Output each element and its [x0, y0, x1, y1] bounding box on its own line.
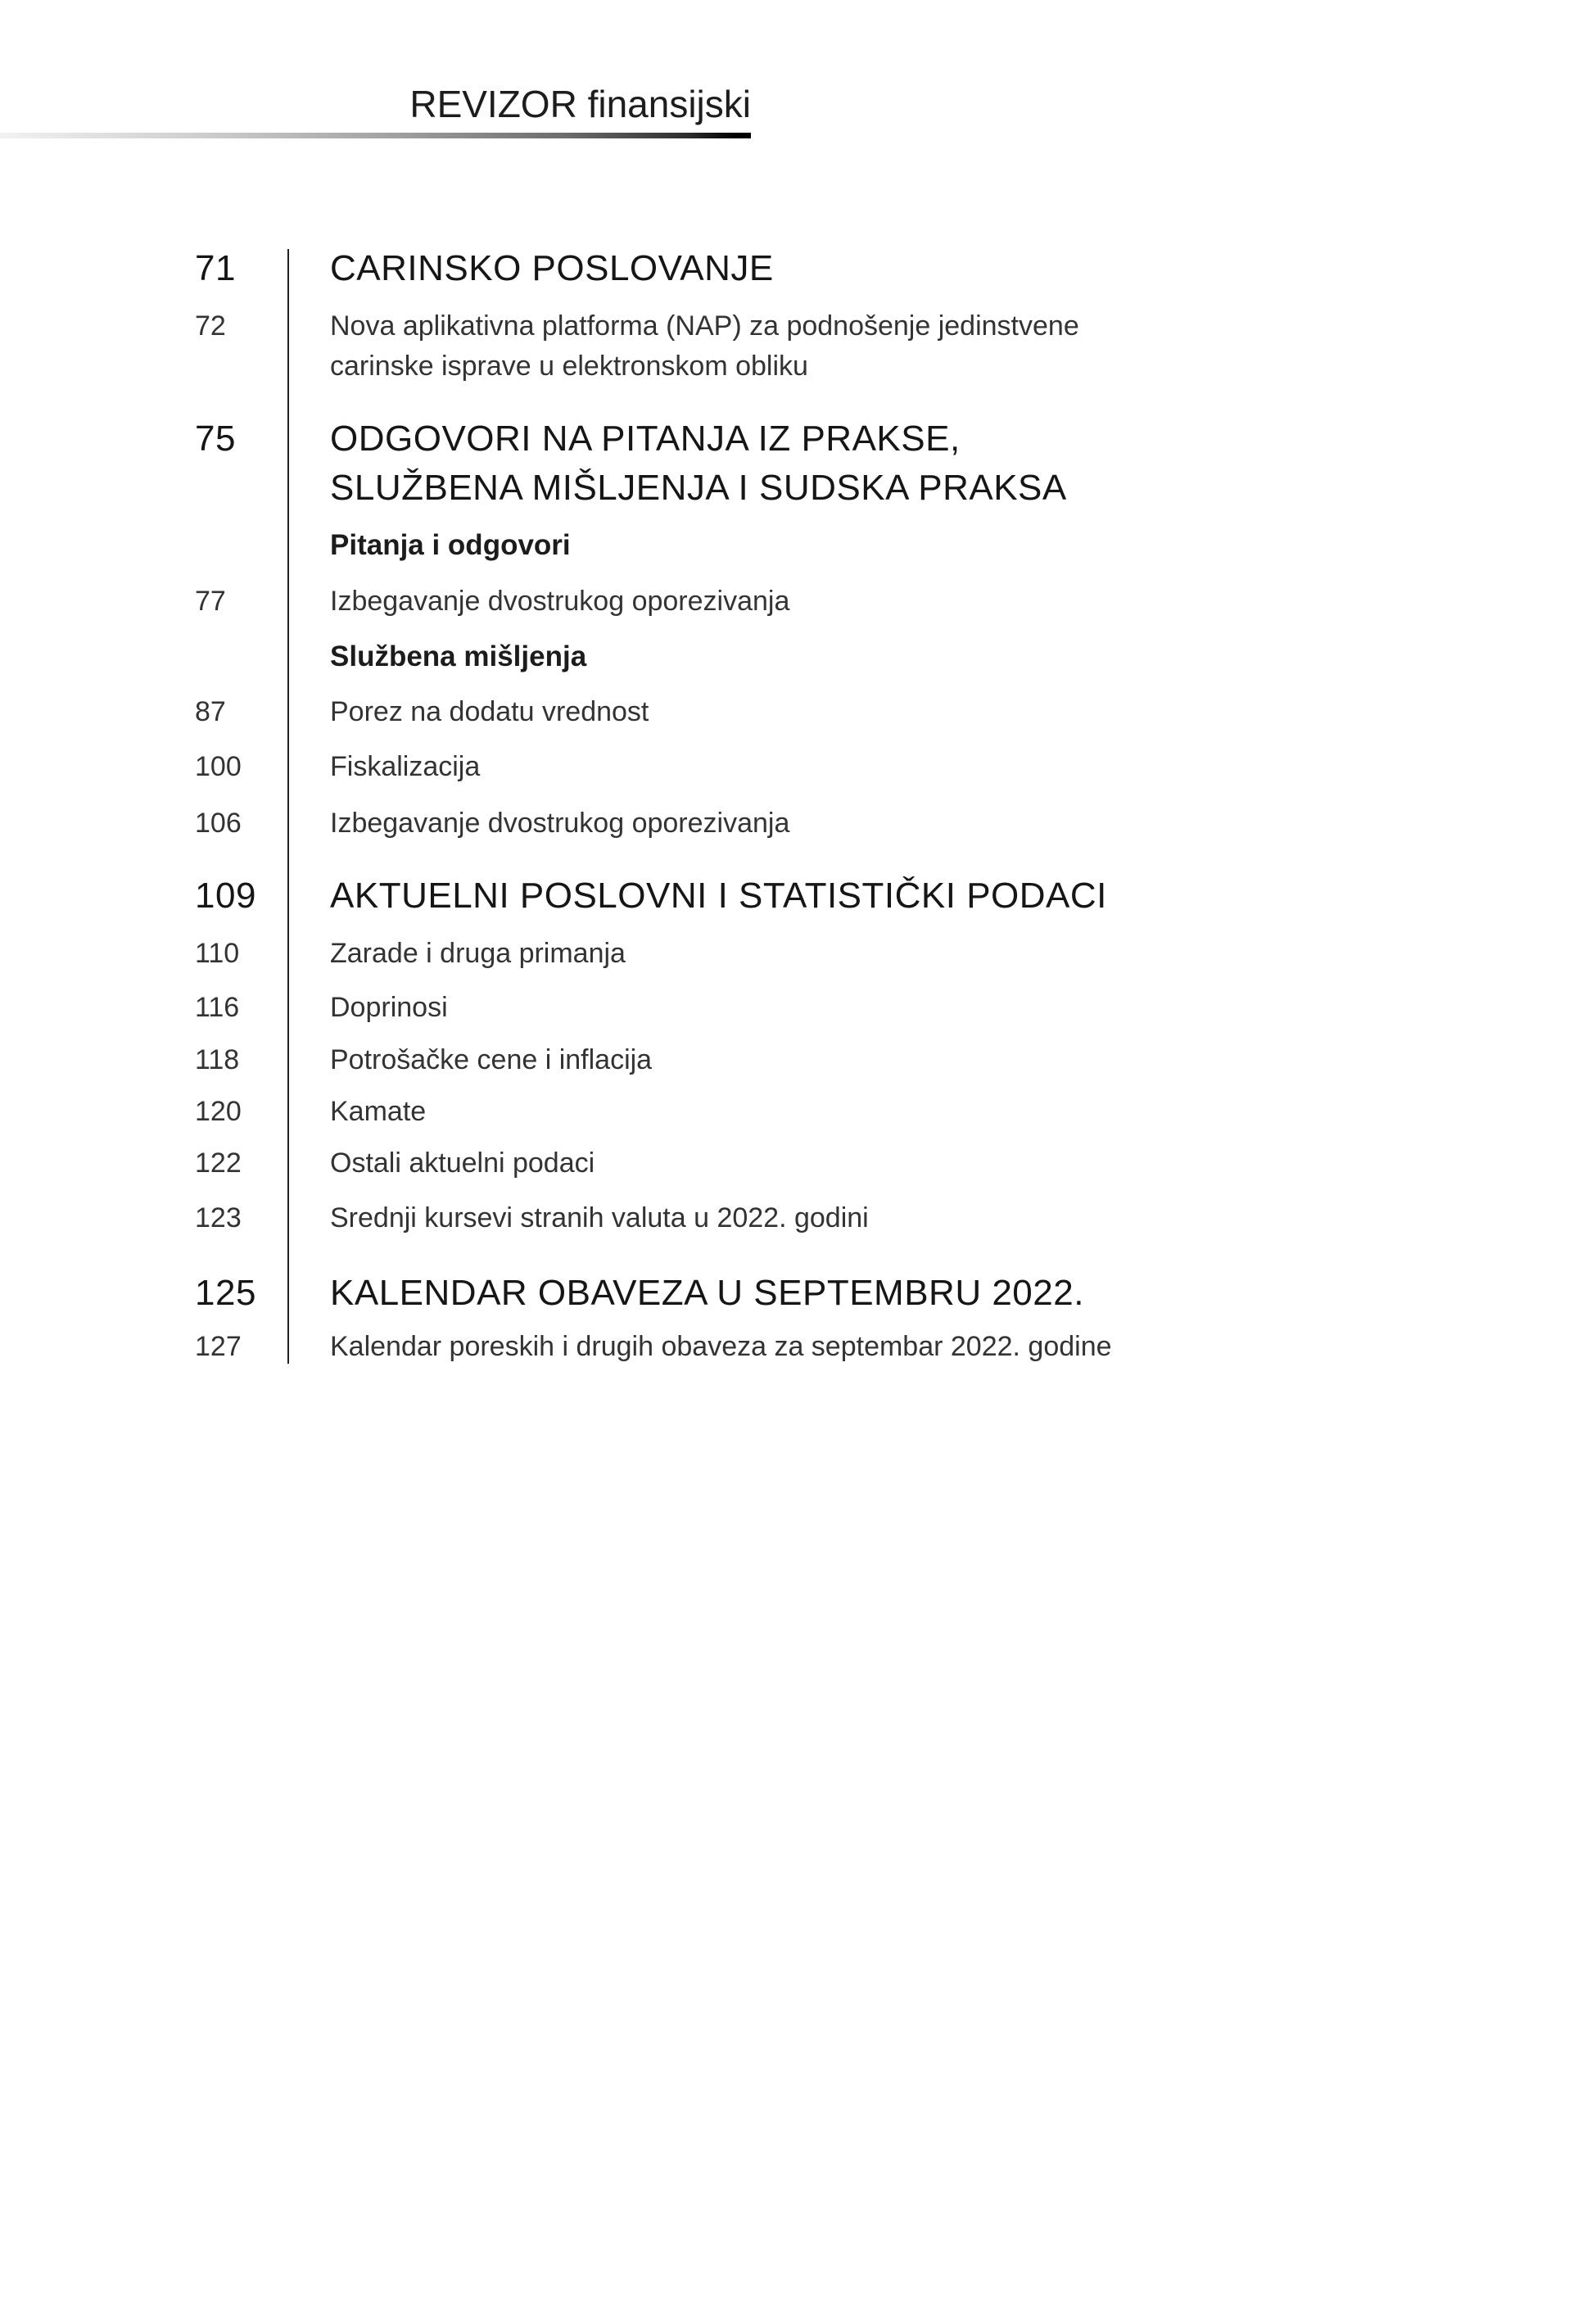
toc-entry-page-number: 100 — [195, 751, 242, 782]
toc-entry-page-number: 110 — [195, 938, 240, 969]
toc-entry-title — [330, 988, 448, 1028]
toc-entry-title — [330, 306, 1079, 387]
toc-entry-title-line: Izbegavanje dvostrukog oporezivanja — [330, 808, 790, 839]
toc-entry-page-number: 118 — [195, 1044, 240, 1075]
toc-entry-title-line: carinske isprave u elektronskom obliku — [330, 351, 808, 382]
toc-entry-page-number: 75 — [195, 419, 236, 459]
toc-entry-title — [330, 934, 626, 974]
magazine-title: REVIZOR finansijski — [409, 83, 751, 125]
toc-entry-title-line: Službena mišljenja — [330, 640, 587, 672]
toc-entry-title-line: Porez na dodatu vrednost — [330, 696, 649, 727]
toc-entry-title — [330, 1198, 869, 1238]
toc-entry-title-line: CARINSKO POSLOVANJE — [330, 248, 774, 288]
toc-entry-title-line: Doprinosi — [330, 992, 448, 1023]
toc-entry-title-line: Fiskalizacija — [330, 751, 481, 782]
header-gradient-rule — [0, 133, 751, 138]
toc-entry-title — [330, 803, 789, 844]
toc-entry-page-number: 127 — [195, 1331, 242, 1362]
toc-entry-page-number: 122 — [195, 1147, 242, 1179]
toc-entry-page-number: 72 — [195, 310, 226, 342]
toc-entry-title-line: Nova aplikativna platforma (NAP) za podnošenje jedinstvene — [330, 310, 1079, 342]
toc-entry-page-number: 123 — [195, 1202, 242, 1233]
toc-entry-title-line: Kalendar poreskih i drugih obaveza za septembar 2022. godine — [330, 1331, 1112, 1362]
toc-entry-title — [330, 244, 774, 293]
toc-entry-title — [330, 582, 789, 622]
toc-entry-title — [330, 414, 1067, 513]
toc-divider-line — [287, 249, 289, 1364]
toc-entry-title-line: KALENDAR OBAVEZA U SEPTEMBRU 2022. — [330, 1273, 1084, 1313]
toc-entry-page-number: 106 — [195, 808, 242, 839]
toc-entry-title — [330, 1143, 595, 1184]
toc-entry-page-number: 116 — [195, 992, 240, 1023]
toc-entry-title — [330, 636, 586, 677]
toc-entry-title-line: Potrošačke cene i inflacija — [330, 1044, 653, 1075]
toc-entry-page-number: 120 — [195, 1096, 242, 1127]
toc-entry-title — [330, 747, 480, 787]
toc-entry-title-line: SLUŽBENA MIŠLJENJA I SUDSKA PRAKSA — [330, 468, 1067, 508]
toc-entry-title — [330, 1040, 652, 1080]
toc-entry-page-number: 125 — [195, 1273, 256, 1313]
toc-entry-page-number: 71 — [195, 248, 236, 288]
toc-entry-title — [330, 1269, 1084, 1318]
toc-entry-title-line: Srednji kursevi stranih valuta u 2022. godini — [330, 1202, 869, 1233]
toc-entry-title-line: Ostali aktuelni podaci — [330, 1147, 595, 1179]
toc-entry-page-number: 77 — [195, 586, 226, 617]
toc-entry-title — [330, 1092, 426, 1132]
toc-entry-title — [330, 525, 571, 565]
toc-entry-title-line: ODGOVORI NA PITANJA IZ PRAKSE, — [330, 419, 961, 459]
toc-entry-title — [330, 1327, 1112, 1367]
toc-entry-page-number: 109 — [195, 876, 256, 916]
toc-entry-title-line: AKTUELNI POSLOVNI I STATISTIČKI PODACI — [330, 876, 1107, 916]
toc-entry-title-line: Izbegavanje dvostrukog oporezivanja — [330, 586, 790, 617]
toc-entry-title-line: Pitanja i odgovori — [330, 529, 571, 561]
toc-entry-title — [330, 692, 649, 732]
toc-entry-page-number: 87 — [195, 696, 226, 727]
toc-entry-title-line: Kamate — [330, 1096, 427, 1127]
toc-entry-title-line: Zarade i druga primanja — [330, 938, 626, 969]
toc-entry-title — [330, 871, 1107, 921]
